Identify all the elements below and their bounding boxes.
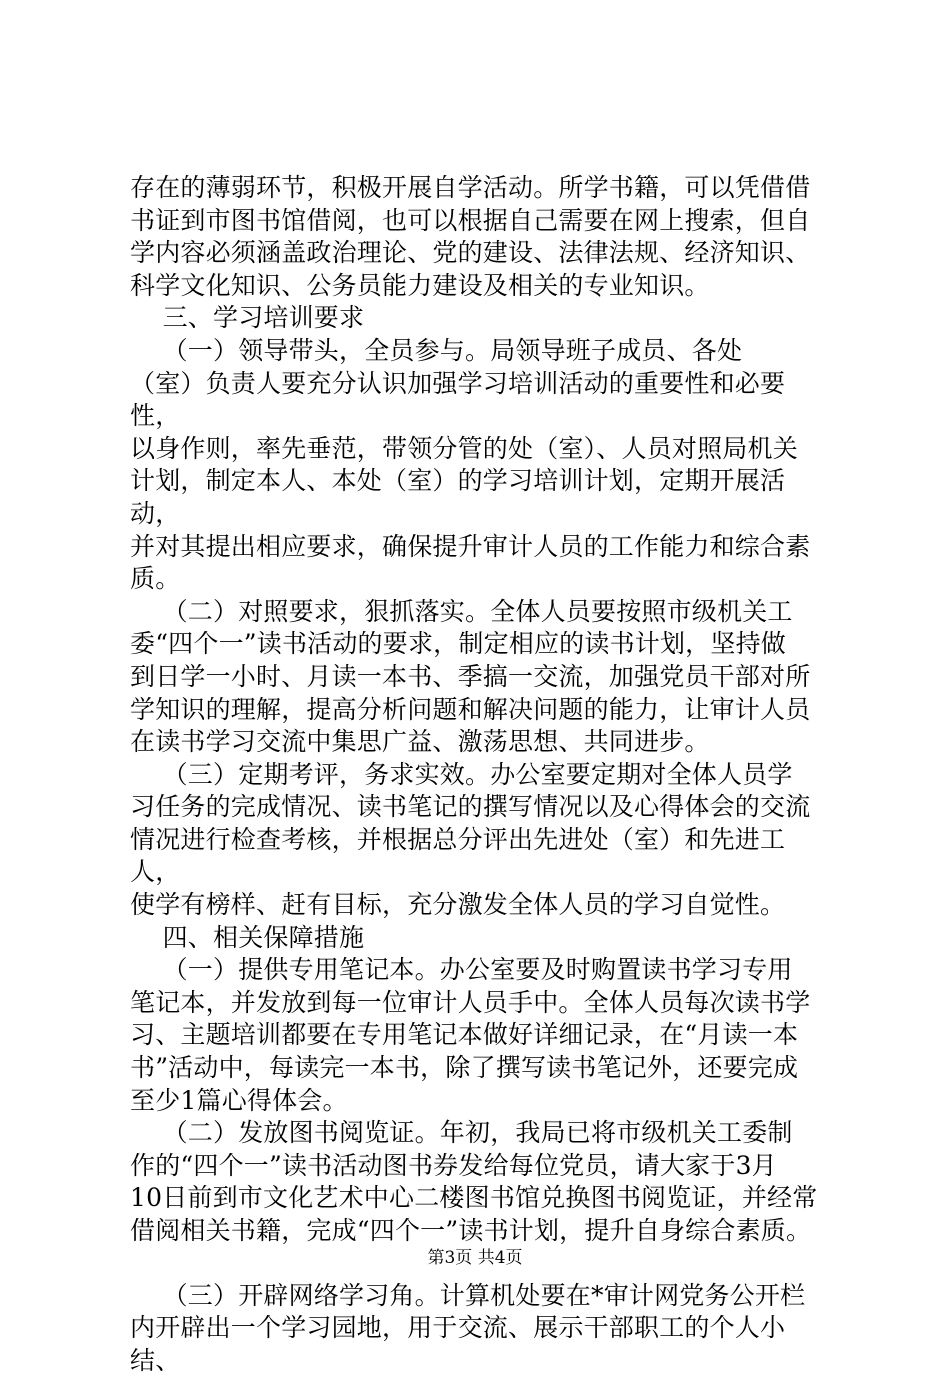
text-line: （室）负责人要充分认识加强学习培训活动的重要性和必要性， — [130, 368, 786, 431]
text-line: （一）提供专用笔记本。办公室要及时购置读书学习专用 — [130, 955, 793, 985]
page-number-footer: 第3页 共4页 — [427, 1248, 523, 1268]
text-line: （三）定期考评，务求实效。办公室要定期对全体人员学 — [130, 759, 793, 789]
section-heading: 三、学习培训要求 — [130, 303, 365, 333]
text-line: 习任务的完成情况、读书笔记的撰写情况以及心得体会的交流 — [130, 792, 811, 822]
text-line: 学内容必须涵盖政治理论、党的建设、法律法规、经济知识、 — [130, 238, 811, 268]
text-line: 使学有榜样、赶有目标，充分激发全体人员的学习自觉性。 — [130, 890, 786, 920]
text-line: 书证到市图书馆借阅，也可以根据自己需要在网上搜索，但自 — [130, 205, 811, 235]
text-line: 10日前到市文化艺术中心二楼图书馆兑换图书阅览证，并经常 — [130, 1183, 818, 1213]
text-line: 质。 — [130, 564, 181, 594]
text-line: 至少1篇心得体会。 — [130, 1085, 348, 1115]
text-line: 情况进行检查考核，并根据总分评出先进处（室）和先进工人， — [130, 824, 786, 887]
text-line: 笔记本，并发放到每一位审计人员手中。全体人员每次读书学 — [130, 987, 811, 1017]
text-line: 学知识的理解，提高分析问题和解决问题的能力，让审计人员 — [130, 694, 811, 724]
text-line: 借阅相关书籍，完成“四个一”读书计划，提升自身综合素质。 — [130, 1216, 812, 1245]
text-line: 作的“四个一”读书活动图书券发给每位党员，请大家于3月 — [130, 1150, 777, 1180]
text-line: （三）开辟网络学习角。计算机处要在*审计网党务公开栏 — [130, 1280, 806, 1310]
text-line: 书”活动中，每读完一本书，除了撰写读书笔记外，还要完成 — [130, 1053, 799, 1083]
text-line: 计划，制定本人、本处（室）的学习培训计划，定期开展活动， — [130, 466, 786, 528]
text-line: 以身作则，率先垂范，带领分管的处（室）、人员对照局机关 — [130, 433, 798, 463]
text-line: 内开辟出一个学习园地，用于交流、展示干部职工的个人小结、 — [130, 1313, 786, 1375]
document-body — [130, 172, 830, 1377]
text-line: 科学文化知识、公务员能力建设及相关的专业知识。 — [130, 270, 710, 300]
section-heading: 四、相关保障措施 — [130, 922, 365, 952]
text-line: 习、主题培训都要在专用笔记本做好详细记录，在“月读一本 — [130, 1020, 799, 1050]
text-line: 到日学一小时、月读一本书、季搞一交流，加强党员干部对所 — [130, 661, 811, 691]
text-line: 存在的薄弱环节，积极开展自学活动。所学书籍，可以凭借借 — [130, 173, 811, 202]
text-line: 在读书学习交流中集思广益、激荡思想、共同进步。 — [130, 727, 710, 757]
text-line: （二）发放图书阅览证。年初，我局已将市级机关工委制 — [130, 1118, 793, 1148]
text-line: （一）领导带头，全员参与。局领导班子成员、各处 — [130, 335, 743, 365]
text-line: 并对其提出相应要求，确保提升审计人员的工作能力和综合素 — [130, 531, 811, 561]
text-line: 委“四个一”读书活动的要求，制定相应的读书计划，坚持做 — [130, 629, 786, 659]
text-line: （二）对照要求，狠抓落实。全体人员要按照市级机关工 — [130, 596, 793, 626]
